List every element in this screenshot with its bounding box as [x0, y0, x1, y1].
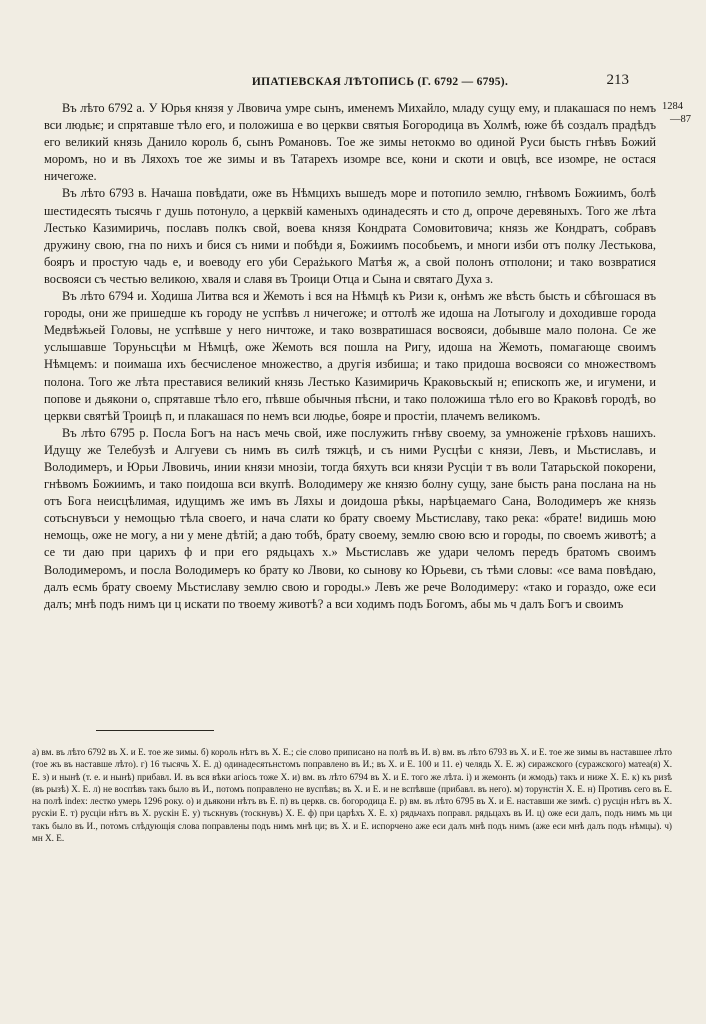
paragraph-6794: Въ лѣто 6794 и. Ходиша Литва вся и Жемоть і вся на Нѣмцѣ къ Ризи к, онѣмъ же вѣсть бысть и сбѣгошася въ городы, они же пришедше къ городу не успѣвъ л ничегоже; и оттолѣ же идоша на Лотыголу и доходивше города Медвѣжьей Головы, не успѣвше у него ничтоже, и тако возвратишася восвояси, добывше мало полона. Се же услышавше Торуньсцѣи м Нѣмцѣ, оже Жемоть вся пошла на Ригу, идоша на Жемоть, помагающе своимъ Нѣмцемъ: и поимаша ихъ бесчисленое множество, а другія избиша; и тако придоша восвояси со множествомъ полона. Того же лѣта преставися великий князь Лестько Казимиричь Краковьскый н; епископъ же, и игумени, и попове и дьякони о, спрятавше тѣло его, пѣвше обычныя пѣсни, и тако положиша тѣло его во Краковѣ городѣ, во церкви святѣй Троицѣ п, и плакашася по немъ вси людье, бояре и простіи, плачемъ великомъ.	[44, 289, 656, 423]
paragraph-6795: Въ лѣто 6795 р. Посла Богъ на насъ мечь свой, иже послужить гнѣву своему, за умноженіе грѣховъ нашихъ. Идущу же Телебузѣ и Алгуеви съ нимъ въ силѣ тяжцѣ, и съ ними Русцѣи с князи, Левъ, и Мьстиславъ, и Володимеръ, и Юрьи Лвовичь, инии князи мнозіи, тогда бяхуть вси князи Русціи т въ воли Татарьской покорени, гнѣвомъ Божиимъ, и тако поидоша вси вкупѣ. Володимеру же князю болну сущу, зане бысть рана послана на нь отъ Бога неисцѣлимая, идущимъ же имъ въ Ляхы и доидоша рѣкы, нарѣцаемаго Сана, Володимеръ же князь сотьснувъси у немощью тѣла своего, и нача слати ко брату своему Мьстиславу, тако река: «брате! видишь мою немощь, оже не могу, а ни у мене дѣтій; а даю тобѣ, брату своему, землю свою всю и городы, по своемъ животѣ; а се ти даю при царихъ ф и при его рядьцахъ х.» Мьстиславъ же удари челомъ передъ братомъ своимъ Володимеромъ, и посла Володимеръ ко брату ко Лвови, ко сынову ко Юрьеви, съ тѣми словы: «се вама повѣдаю, далъ есмь брату своему Мьстиславу землю свою и городы.» Левъ же рече Володимеру: «тако и гораздо, оже еси далъ; мнѣ подъ нимъ ци ц искати по твоему животѣ? а вси ходимъ подъ Богомъ, абы мь ч далъ Богъ и своимъ	[44, 425, 656, 611]
paragraph-6792: Въ лѣто 6792 а. У Юрья князя у Лвовича умре сынъ, именемъ Михайло, младу сущу ему, и плакашася по немъ вси людьѥ; и спрятавше тѣло его, и положиша е во церкви святыя Богородица въ Холмѣ, юже бѣ создалъ прадѣдъ его великий князь Данило король б, сынъ Романовъ. Тое же зимы нетокмо во одиной Руси бысть гнѣвъ Божий моромъ, но и въ Ляхохъ тое же зимы и въ Татарехъ изомре все, кони и скоти и овцѣ, все изомре, не остася ничегоже.	[44, 101, 656, 184]
margin-year-range	[662, 100, 702, 126]
page-number: 213	[606, 72, 629, 88]
margin-year-end: —87	[670, 114, 691, 125]
running-title: ИПАТIЕВСКАЯ ЛѢТОПИСЬ (Г. 6792 — 6795).	[251, 76, 509, 88]
footnote-separator	[96, 730, 214, 731]
margin-year-start: 1284	[662, 101, 683, 112]
footnotes: а) вм. въ лѣто 6792 въ Х. и Е. тое же зимы. б) король нѣтъ въ Х. Е.; сіе слово приписано на полѣ въ И. в) вм. въ лѣто 6793 въ Х. и Е. тое же зимы въ наставшее лѣто (тое жъ въ наставше лѣто). г) 16 тысячь Х. Е. д) одинадесятьнстомъ поправлено въ И.; въ Х. и Е. 100 и 11. е) челядь Х. Е. ж) сиражского (суражского) матеа(я) Х. Е. з) и нынѣ (т. е. и нынѣ) прибавл. И. въ вся вѣки агіось тоже Х. и) вм. въ лѣто 6794 въ Х. и Е. того же лѣта. і) и жемонть (и жмодь) такъ и ниже Х. Е. к) къ ризѣ (въ рызѣ) Х. Е. л) не воспѣвъ такъ было въ И., потомъ поправлено не вуспѣвъ; въ Х. и Е. и не вспѣвше (прибавл. въ него). м) торунстін Х. Е. н) Противъ сего въ Е. на полѣ index: лестко умерь 1296 року. о) и дьякони нѣтъ въ Е. п) въ церкв. св. богородица Е. р) вм. въ лѣто 6795 въ Х. и Е. наставши же зимѣ. с) русцін нѣтъ въ Х. рускіи Е. т) русціи нѣтъ въ Х. рускін Е. у) тьскнувъ (тоскнувъ) Х. Е. ф) при царѣхъ Х. Е. х) рядьчахъ поправл. рядьцахъ въ И. ц) оже еси далъ, подъ нимъ мь ци такъ было въ И., потомъ слѣдующія слова поправлены подъ нимъ мнѣ ци; въ Х. и Е. испорчено аже еси далъ мнѣ подъ нимъ (аже еси мнѣ далъ подъ нѣмцы). ч) мн Х. Е.	[32, 747, 672, 844]
chronicle-text	[44, 100, 656, 613]
paragraph-6793: Въ лѣто 6793 в. Начаша повѣдати, оже въ Нѣмцихъ вышедъ море и потопило землю, гнѣвомъ Божиимъ, болѣ шестидесять тысячь г душь потонуло, а церквій каменыхъ одинадесять и сто д, опроче деревяныхъ. Того же лѣта Лестько Казимиричь, пославъ полкъ свой, воева князя Кондрата Сомовитовича; князь же Кондратъ, собравъ дружину свою, гна по нихъ и бися съ ними и побѣди я, Божиимъ пособьемъ, и многи изби отъ полку Лестькова, бояръ и простую чадь е, и воеводу его уби Сераżького Матѣя ж, а свой полонъ отполони; и тако возвратися восвояси съ честью великою, хваля и славя въ Троици Отца и Сына и святаго Духа з.	[44, 186, 656, 286]
